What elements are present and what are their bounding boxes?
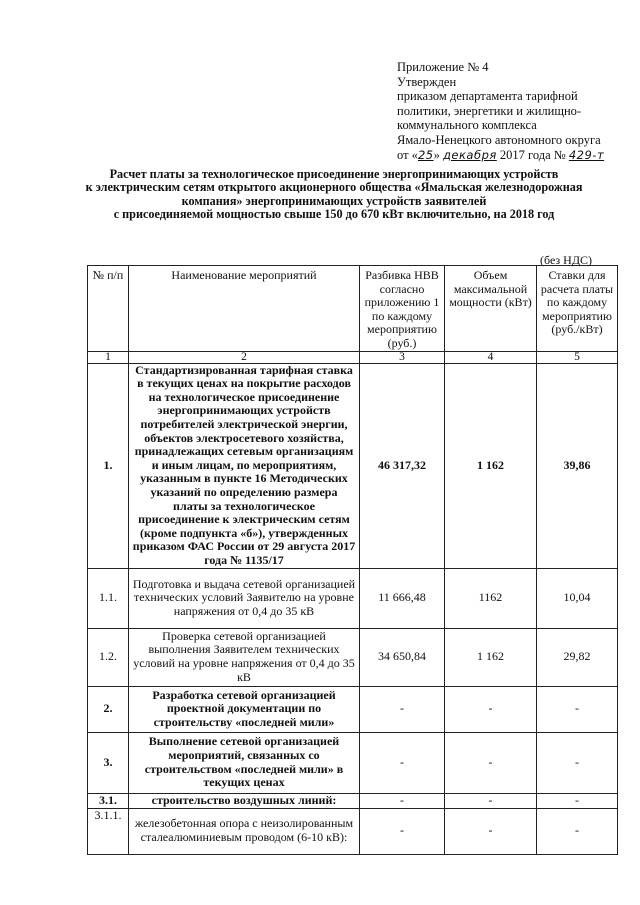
- date-year: 2017 года №: [499, 147, 566, 162]
- order-line: Ямало-Ненецкого автономного округа: [397, 132, 601, 147]
- table-row: [88, 732, 618, 793]
- order-line: приказом департамента тарифной: [397, 89, 578, 104]
- row-power: -: [445, 686, 537, 732]
- row-number: 3.1.1.: [88, 808, 129, 854]
- row-name: Выполнение сетевой организацией мероприятий, связанных со строительством «последней мили» в текущих ценах: [129, 732, 360, 793]
- row-number: 1.: [88, 363, 129, 568]
- table-row: [88, 568, 618, 628]
- row-number: 2.: [88, 686, 129, 732]
- row-name: железобетонная опора с неизолированным сталеалюминиевым проводом (6-10 кВ):: [129, 808, 360, 854]
- row-rate: 10,04: [537, 568, 618, 628]
- order-date-line: [397, 148, 627, 163]
- table-row: [88, 793, 618, 808]
- row-number: 1.1.: [88, 568, 129, 628]
- table-row: [88, 628, 618, 686]
- row-nvv: -: [360, 793, 445, 808]
- row-name: строительство воздушных линий:: [129, 793, 360, 808]
- column-number-row: [88, 351, 618, 363]
- column-number: 5: [537, 351, 618, 363]
- column-number: 4: [445, 351, 537, 363]
- vat-note: (без НДС): [540, 253, 593, 267]
- row-number: 3.: [88, 732, 129, 793]
- title-line: к электрическим сетям открытого акционерного общества «Ямальская железнодорожная: [85, 180, 583, 195]
- header-cell: Объем максимальной мощности (кВт): [445, 266, 537, 352]
- table-row: [88, 808, 618, 854]
- fee-table: [87, 265, 618, 855]
- header-cell: Разбивка НВВ согласно приложению 1 по каждому мероприятию (руб.): [360, 266, 445, 352]
- date-mid: »: [433, 147, 440, 162]
- row-name: Подготовка и выдача сетевой организацией технических условий Заявителю на уровне напряжения от 0,4 до 35 кВ: [129, 568, 360, 628]
- row-nvv: -: [360, 808, 445, 854]
- row-power: 1162: [445, 568, 537, 628]
- header-cell: Наименование мероприятий: [129, 266, 360, 352]
- row-number: 1.2.: [88, 628, 129, 686]
- order-line: политики, энергетики и жилищно-: [397, 103, 582, 118]
- column-number: 2: [129, 351, 360, 363]
- date-day: 25: [417, 147, 434, 162]
- order-line: коммунального комплекса: [397, 118, 537, 133]
- row-power: 1 162: [445, 363, 537, 568]
- date-prefix: от «: [397, 147, 418, 162]
- row-rate: -: [537, 686, 618, 732]
- row-power: -: [445, 808, 537, 854]
- order-number: 429-т: [568, 147, 605, 162]
- row-power: -: [445, 732, 537, 793]
- row-rate: -: [537, 732, 618, 793]
- row-nvv: -: [360, 686, 445, 732]
- annex-label: Приложение № 4: [397, 60, 489, 74]
- document-title: [60, 168, 608, 222]
- title-line: компания» энергопринимающих устройств заявителей: [181, 193, 487, 208]
- row-power: -: [445, 793, 537, 808]
- row-nvv: 34 650,84: [360, 628, 445, 686]
- row-name: Проверка сетевой организацией выполнения Заявителем технических условий на уровне напряжения от 0,4 до 35 кВ: [129, 628, 360, 686]
- title-line: Расчет платы за технологическое присоединение энергопринимающих устройств: [109, 167, 559, 181]
- date-month: декабря: [442, 147, 497, 162]
- column-number: 1: [88, 351, 129, 363]
- title-line: с присоединяемой мощностью свыше 150 до 670 кВт включительно, на 2018 год: [113, 207, 555, 222]
- table-row: [88, 686, 618, 732]
- column-number: 3: [360, 351, 445, 363]
- row-nvv: -: [360, 732, 445, 793]
- row-number: 3.1.: [88, 793, 129, 808]
- row-power: 1 162: [445, 628, 537, 686]
- row-name: Стандартизированная тарифная ставка в текущих ценах на покрытие расходов на технологическое присоединение энергопринимающих устройств потребителей электрической энергии, объектов электросетевого хозяйства, принадлежащих сетевым организациям и иным лицам, по мероприятиям, указанным в пункте 16 Методических указаний по определению размера платы за технологическое присоединение к электрическим сетям (кроме подпункта «б»), утвержденных приказом ФАС России от 29 августа 2017 года № 1135/17: [129, 363, 360, 568]
- row-rate: -: [537, 793, 618, 808]
- row-rate: 39,86: [537, 363, 618, 568]
- table-row: [88, 363, 618, 568]
- approved-label: Утвержден: [397, 74, 457, 89]
- row-name: Разработка сетевой организацией проектной документации по строительству «последней мили»: [129, 686, 360, 732]
- header-row: [88, 266, 618, 352]
- header-cell: Ставки для расчета платы по каждому мероприятию (руб./кВт): [537, 266, 618, 352]
- header-cell: № п/п: [88, 266, 129, 352]
- row-nvv: 11 666,48: [360, 568, 445, 628]
- approval-block: [397, 60, 627, 162]
- row-rate: -: [537, 808, 618, 854]
- row-rate: 29,82: [537, 628, 618, 686]
- row-nvv: 46 317,32: [360, 363, 445, 568]
